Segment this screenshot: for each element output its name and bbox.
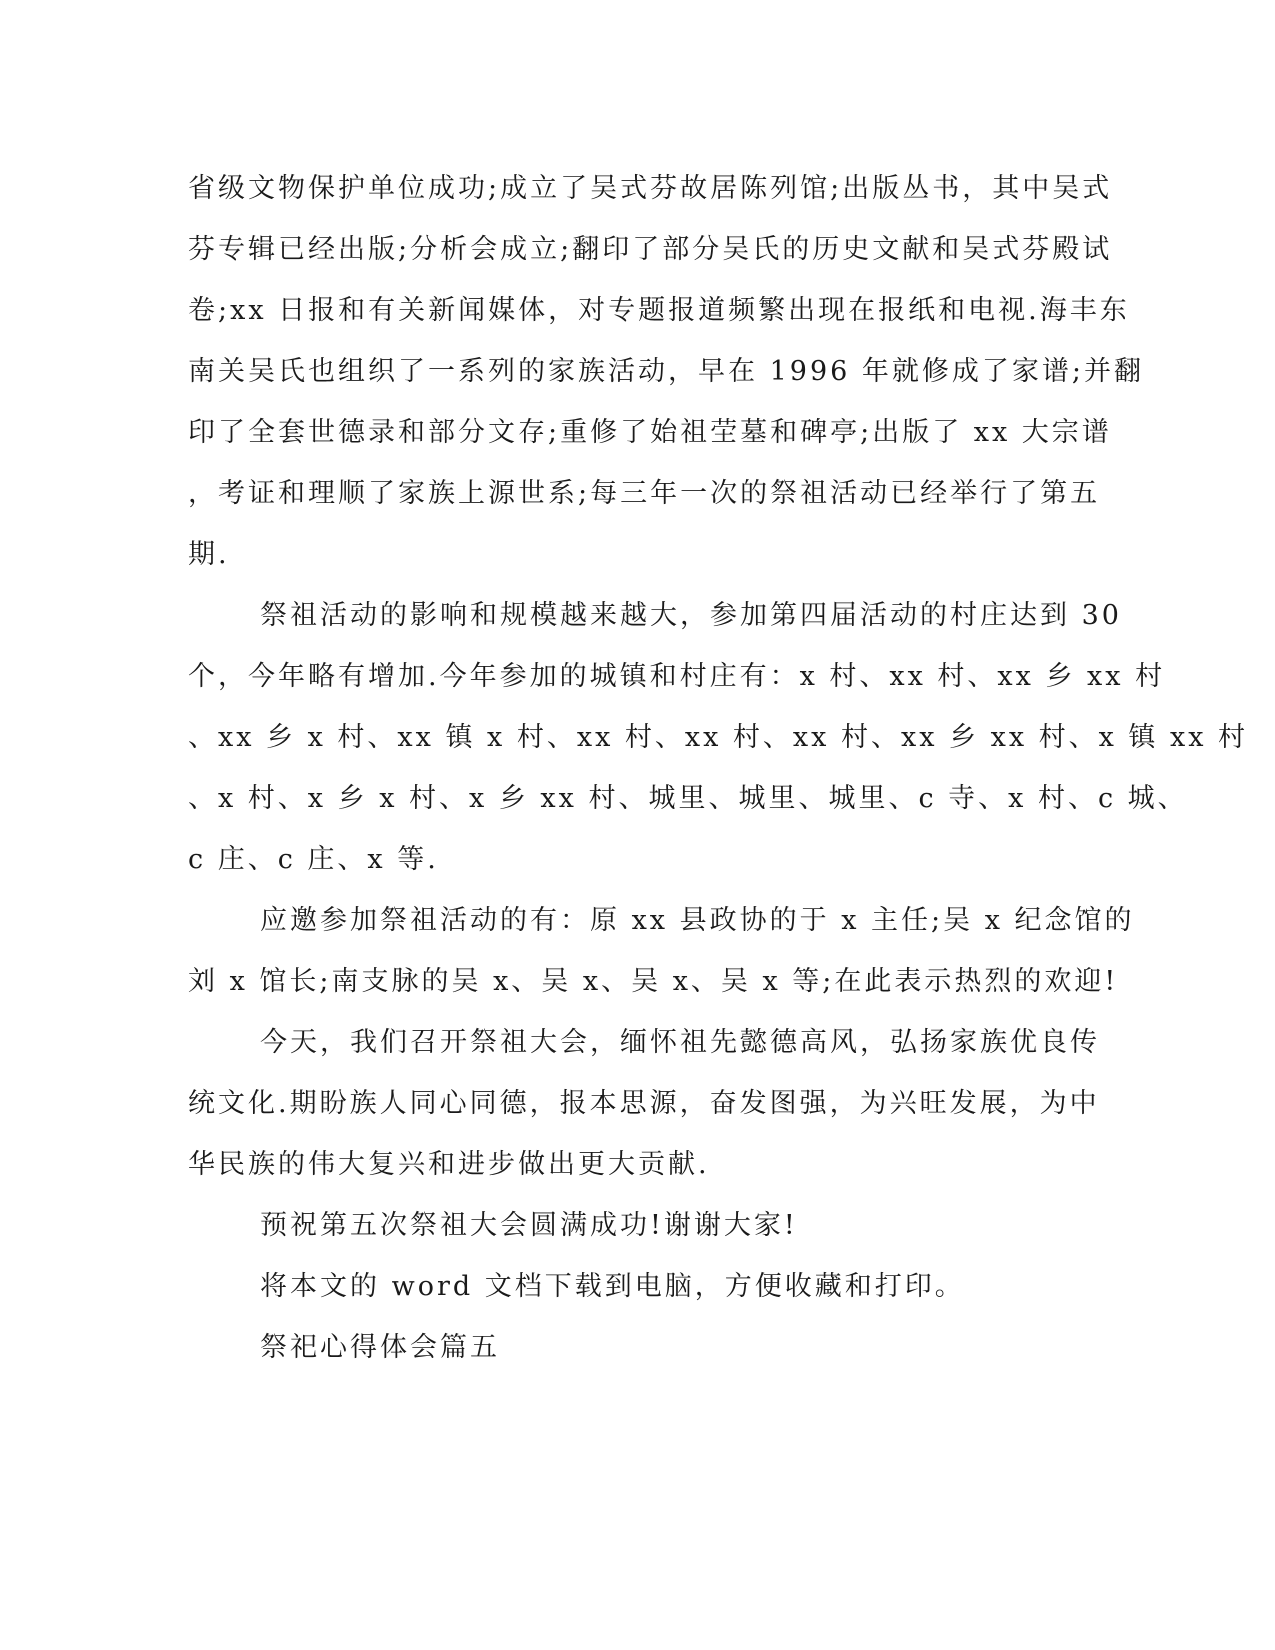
- paragraph: [188, 585, 1249, 890]
- text-line: 今天，我们召开祭祖大会，缅怀祖先懿德高风，弘扬家族优良传: [260, 1027, 1100, 1058]
- text-line: 、x 村、x 乡 x 村、x 乡 xx 村、城里、城里、城里、c 寺、x 村、c 城、: [188, 783, 1188, 814]
- text-line: 刘 x 馆长;南支脉的吴 x、吴 x、吴 x、吴 x 等;在此表示热烈的欢迎!: [188, 966, 1119, 997]
- text-line: 预祝第五次祭祖大会圆满成功!谢谢大家!: [260, 1210, 798, 1241]
- paragraph: [188, 890, 1135, 1012]
- text-line: 期.: [188, 539, 230, 570]
- text-line: 应邀参加祭祖活动的有：原 xx 县政协的于 x 主任;吴 x 纪念馆的: [260, 905, 1135, 936]
- text-line: 芬专辑已经出版;分析会成立;翻印了部分吴氏的历史文献和吴式芬殿试: [188, 234, 1113, 265]
- paragraph: [188, 1256, 1078, 1317]
- text-line: 祭祖活动的影响和规模越来越大，参加第四届活动的村庄达到 30: [260, 600, 1122, 631]
- text-line: 卷;xx 日报和有关新闻媒体，对专题报道频繁出现在报纸和电视.海丰东: [188, 295, 1130, 326]
- text-line: 、xx 乡 x 村、xx 镇 x 村、xx 村、xx 村、xx 村、xx 乡 xx 村、x 镇 xx 村: [188, 722, 1249, 753]
- text-line: 统文化.期盼族人同心同德，报本思源，奋发图强，为兴旺发展，为中: [188, 1088, 1100, 1119]
- text-line: 南关吴氏也组织了一系列的家族活动，早在 1996 年就修成了家谱;并翻: [188, 356, 1144, 387]
- text-line: ，考证和理顺了家族上源世系;每三年一次的祭祖活动已经举行了第五: [188, 478, 1101, 509]
- paragraph: [188, 1195, 1078, 1256]
- text-line: c 庄、c 庄、x 等.: [188, 844, 439, 875]
- text-line: 祭祀心得体会篇五: [260, 1332, 500, 1363]
- paragraph: [188, 158, 1144, 585]
- document-body: [188, 158, 1249, 1378]
- paragraph: [188, 1012, 1100, 1195]
- text-line: 省级文物保护单位成功;成立了吴式芬故居陈列馆;出版丛书，其中吴式: [188, 173, 1113, 204]
- text-line: 个，今年略有增加.今年参加的城镇和村庄有：x 村、xx 村、xx 乡 xx 村: [188, 661, 1166, 692]
- text-line: 华民族的伟大复兴和进步做出更大贡献.: [188, 1149, 710, 1180]
- text-line: 印了全套世德录和部分文存;重修了始祖茔墓和碑亭;出版了 xx 大宗谱: [188, 417, 1112, 448]
- text-line: 将本文的 word 文档下载到电脑，方便收藏和打印。: [260, 1271, 965, 1302]
- section-heading: [188, 1317, 1078, 1378]
